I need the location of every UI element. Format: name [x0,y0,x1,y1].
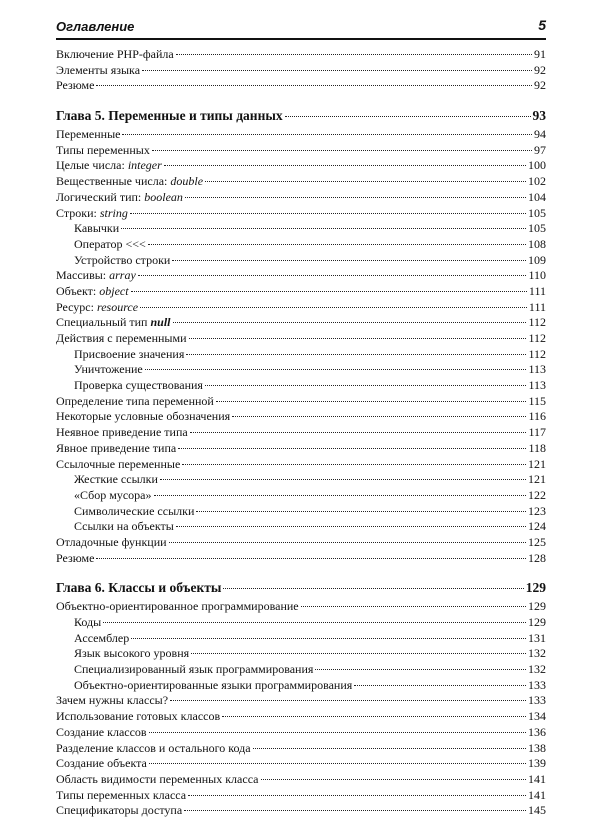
toc-subentry [56,631,546,647]
entry-page-number: 121 [528,472,546,487]
dot-leader [196,511,526,512]
entry-page-number: 113 [528,362,546,377]
toc-entry [56,143,546,159]
toc-entry [56,693,546,709]
entry-title-part: Ресурс: [56,299,97,314]
entry-title [56,174,203,190]
dot-leader [103,622,526,623]
toc-entry [56,756,546,772]
entry-title [74,678,352,694]
dot-leader [170,700,526,701]
entry-page-number: 125 [528,534,546,549]
entry-title [56,772,259,788]
entry-title [74,472,158,488]
entry-title [74,221,119,237]
toc-subentry [56,504,546,520]
entry-title [74,488,152,504]
dot-leader [186,354,526,355]
entry-title-part: Отладочные функции [56,534,167,549]
entry-title-part: resource [96,299,139,314]
entry-title [56,725,147,741]
toc-section [56,578,546,819]
entry-title-part: Проверка существования [74,378,203,393]
dot-leader [185,197,526,198]
entry-page-number: 100 [528,158,546,173]
entry-page-number: 97 [534,142,546,157]
entry-title [74,504,194,520]
entry-page-number: 141 [528,787,546,802]
toc-subentry [56,347,546,363]
entry-title [74,253,170,269]
entry-title [56,268,136,284]
entry-page-number: 111 [528,283,546,298]
entry-title-part: Целые числа: [56,158,128,173]
entry-page-number: 104 [528,189,546,204]
toc-entry [56,47,546,63]
entry-page-number: 118 [528,440,546,455]
entry-title-part: Действия с переменными [56,331,187,345]
entry-title-part: Присвоение значения [74,346,185,361]
entry-title-part: Уничтожение [74,362,143,377]
dot-leader [223,588,523,589]
entry-title [74,646,189,662]
entry-title-part: Область видимости переменных класса [56,771,259,786]
chapter-title: Глава 6. Классы и объекты [56,580,222,596]
dot-leader [190,432,527,433]
entry-title [74,237,146,253]
dot-leader [160,479,526,480]
toc-entry [56,551,546,567]
toc-section [56,106,546,566]
dot-leader [148,244,526,245]
entry-title-part: Зачем нужны классы? [56,693,169,708]
entry-title-part: Строки: [56,205,100,220]
chapter-heading [56,106,546,125]
dot-leader [173,322,527,323]
entry-title [56,535,167,551]
toc-entry [56,709,546,725]
entry-page-number: 112 [528,315,546,330]
entry-page-number: 117 [528,425,546,440]
entry-page-number: 92 [534,78,546,93]
entry-title [74,615,101,631]
dot-leader [182,464,526,465]
dot-leader [191,653,526,654]
entry-title-part: Кавычки [74,221,120,236]
dot-leader [121,228,526,229]
dot-leader [149,763,526,764]
entry-title [56,709,220,725]
entry-title-part: Включение PHP-файла [56,47,174,61]
toc-subentry [56,253,546,269]
entry-title-part: Типы переменных [56,142,150,157]
entry-title-part: Типы переменных класса [56,787,187,802]
entry-page-number: 131 [528,630,546,645]
entry-title [56,47,174,63]
entry-page-number: 112 [528,346,546,361]
entry-page-number: 121 [528,456,546,471]
entry-title [56,394,214,410]
dot-leader [140,307,527,308]
entry-page-number: 105 [528,221,546,236]
entry-title-part: Ассемблер [74,630,130,645]
toc-entry [56,803,546,819]
entry-page-number: 122 [528,487,546,502]
entry-title [56,457,180,473]
dot-leader [178,448,526,449]
toc-entry [56,268,546,284]
entry-page-number: 132 [528,646,546,661]
entry-page-number: 129 [528,615,546,629]
dot-leader [205,385,526,386]
entry-title-part: Специальный тип [56,315,151,330]
entry-title-part: Объектно-ориентированное программирование [56,599,299,614]
entry-title-part: integer [127,158,162,173]
toc-entry [56,425,546,441]
dot-leader [122,134,532,135]
entry-title [56,441,176,457]
toc-subentry [56,662,546,678]
entry-page-number: 113 [528,378,546,393]
entry-title-part: Язык высокого уровня [74,646,190,661]
dot-leader [96,558,526,559]
toc-entry [56,599,546,615]
entry-title-part: Символические ссылки [74,503,195,518]
entry-title [56,63,140,79]
toc-entry [56,174,546,190]
entry-page-number: 115 [528,393,546,408]
table-of-contents [56,47,546,819]
entry-title [74,378,203,394]
toc-subentry [56,237,546,253]
toc-subentry [56,221,546,237]
entry-title [56,300,138,316]
entry-title-part: Массивы: [56,268,110,283]
running-header [56,17,546,37]
entry-title-part: Объект: [56,283,100,298]
entry-title-part: Жесткие ссылки [74,472,158,487]
entry-title [56,78,94,94]
entry-title [56,741,251,757]
dot-leader [169,542,526,543]
entry-page-number: 110 [528,268,546,283]
toc-entry [56,741,546,757]
dot-leader [176,526,526,527]
entry-title [56,206,128,222]
entry-title [56,599,299,615]
dot-leader [222,716,526,717]
entry-title [56,551,94,567]
entry-title-part: Специализированный язык программирования [74,662,314,677]
entry-page-number: 123 [528,503,546,518]
dot-leader [131,291,527,292]
entry-page-number: 134 [528,709,546,724]
toc-entry [56,300,546,316]
entry-title [56,409,230,425]
toc-entry [56,158,546,174]
toc-entry [56,127,546,143]
entry-title-part: Спецификаторы доступа [56,803,183,818]
entry-title-part: Определение типа переменной [56,393,214,408]
chapter-title: Глава 5. Переменные и типы данных [56,108,283,124]
dot-leader [261,779,527,780]
toc-entry [56,409,546,425]
entry-title [56,190,183,206]
entry-title-part: Объектно-ориентированные языки программирования [74,677,353,692]
entry-page-number: 108 [528,236,546,251]
running-header-title: Оглавление [56,19,135,34]
entry-title-part: Создание объекта [56,756,147,771]
entry-title [56,331,187,347]
toc-entry [56,535,546,551]
entry-title-part: null [150,315,171,330]
entry-title-part: Разделение классов и остального кода [56,740,251,755]
toc-subentry [56,646,546,662]
entry-title [74,519,174,535]
entry-title [56,693,168,709]
toc-subentry [56,472,546,488]
entry-title-part: Неявное приведение типа [56,425,188,440]
entry-page-number: 94 [534,127,546,142]
entry-title-part: Переменные [56,127,121,142]
entry-page-number: 139 [528,756,546,771]
entry-title-part: Элементы языка [56,62,141,77]
toc-entry [56,78,546,94]
entry-page-number: 109 [528,252,546,267]
entry-page-number: 92 [534,62,546,77]
dot-leader [232,416,526,417]
running-header-page-number: 5 [538,17,546,33]
toc-subentry [56,488,546,504]
entry-title [56,803,182,819]
entry-title [56,158,162,174]
entry-title [74,362,143,378]
dot-leader [164,165,526,166]
entry-page-number: 112 [528,331,546,345]
entry-title [56,143,150,159]
chapter-page-number: 129 [525,580,546,596]
toc-subentry [56,615,546,631]
entry-page-number: 136 [528,724,546,739]
entry-title-part: Устройство строки [74,252,171,267]
entry-title [56,756,147,772]
entry-title-part: array [109,268,136,283]
entry-title-part: object [99,283,129,298]
entry-page-number: 116 [528,409,546,424]
toc-entry [56,315,546,331]
entry-title-part: Вещественные числа: [56,174,171,189]
entry-title-part: Резюме [56,550,95,565]
entry-page-number: 141 [528,771,546,786]
dot-leader [130,213,526,214]
entry-page-number: 133 [528,677,546,692]
toc-entry [56,190,546,206]
entry-title-part: Коды [74,615,102,629]
toc-entry [56,788,546,804]
entry-title-part: boolean [144,189,183,204]
dot-leader [142,70,532,71]
dot-leader [301,606,526,607]
toc-entry [56,331,546,347]
entry-title-part: Ссылки на объекты [74,519,174,534]
dot-leader [184,810,526,811]
chapter-page-number: 93 [532,108,546,124]
dot-leader [149,732,526,733]
toc-subentry [56,519,546,535]
dot-leader [154,495,526,496]
toc-entry [56,772,546,788]
toc-subentry [56,362,546,378]
dot-leader [152,150,532,151]
toc-entry [56,63,546,79]
toc-subentry [56,378,546,394]
dot-leader [131,638,526,639]
dot-leader [315,669,526,670]
dot-leader [96,85,532,86]
entry-title-part: string [99,205,128,220]
toc-entry [56,284,546,300]
dot-leader [189,338,527,339]
dot-leader [354,685,526,686]
toc-entry [56,725,546,741]
entry-page-number: 132 [528,662,546,677]
toc-entry [56,206,546,222]
entry-page-number: 124 [528,519,546,534]
chapter-heading [56,578,546,597]
entry-page-number: 128 [528,550,546,565]
entry-title-part: Создание классов [56,724,147,739]
entry-page-number: 91 [534,47,546,61]
entry-page-number: 133 [528,693,546,708]
toc-entry [56,441,546,457]
toc-section [56,47,546,94]
entry-title-part: Использование готовых классов [56,709,221,724]
entry-title [74,347,184,363]
entry-title [56,315,171,331]
dot-leader [216,401,527,402]
dot-leader [176,54,532,55]
entry-title [74,631,129,647]
toc-entry [56,457,546,473]
entry-title [56,127,120,143]
dot-leader [188,795,526,796]
entry-page-number: 105 [528,205,546,220]
entry-page-number: 138 [528,740,546,755]
entry-title-part: Ссылочные переменные [56,456,181,471]
entry-title [56,788,186,804]
toc-subentry [56,678,546,694]
entry-page-number: 111 [528,299,546,314]
dot-leader [172,260,526,261]
entry-title [56,284,129,300]
entry-title-part: Оператор <<< [74,236,146,251]
dot-leader [145,369,527,370]
entry-title-part: double [170,174,204,189]
entry-title-part: Некоторые условные обозначения [56,409,231,424]
entry-title [74,662,313,678]
entry-page-number: 102 [528,174,546,189]
entry-title-part: «Сбор мусора» [74,487,152,502]
dot-leader [253,748,526,749]
entry-title [56,425,188,441]
entry-page-number: 145 [528,803,546,818]
toc-entry [56,394,546,410]
dot-leader [138,275,527,276]
entry-title-part: Резюме [56,78,95,93]
entry-title-part: Логический тип: [56,189,145,204]
header-rule [56,38,546,40]
dot-leader [285,116,531,117]
entry-page-number: 129 [528,599,546,614]
dot-leader [205,181,526,182]
entry-title-part: Явное приведение типа [56,440,177,455]
